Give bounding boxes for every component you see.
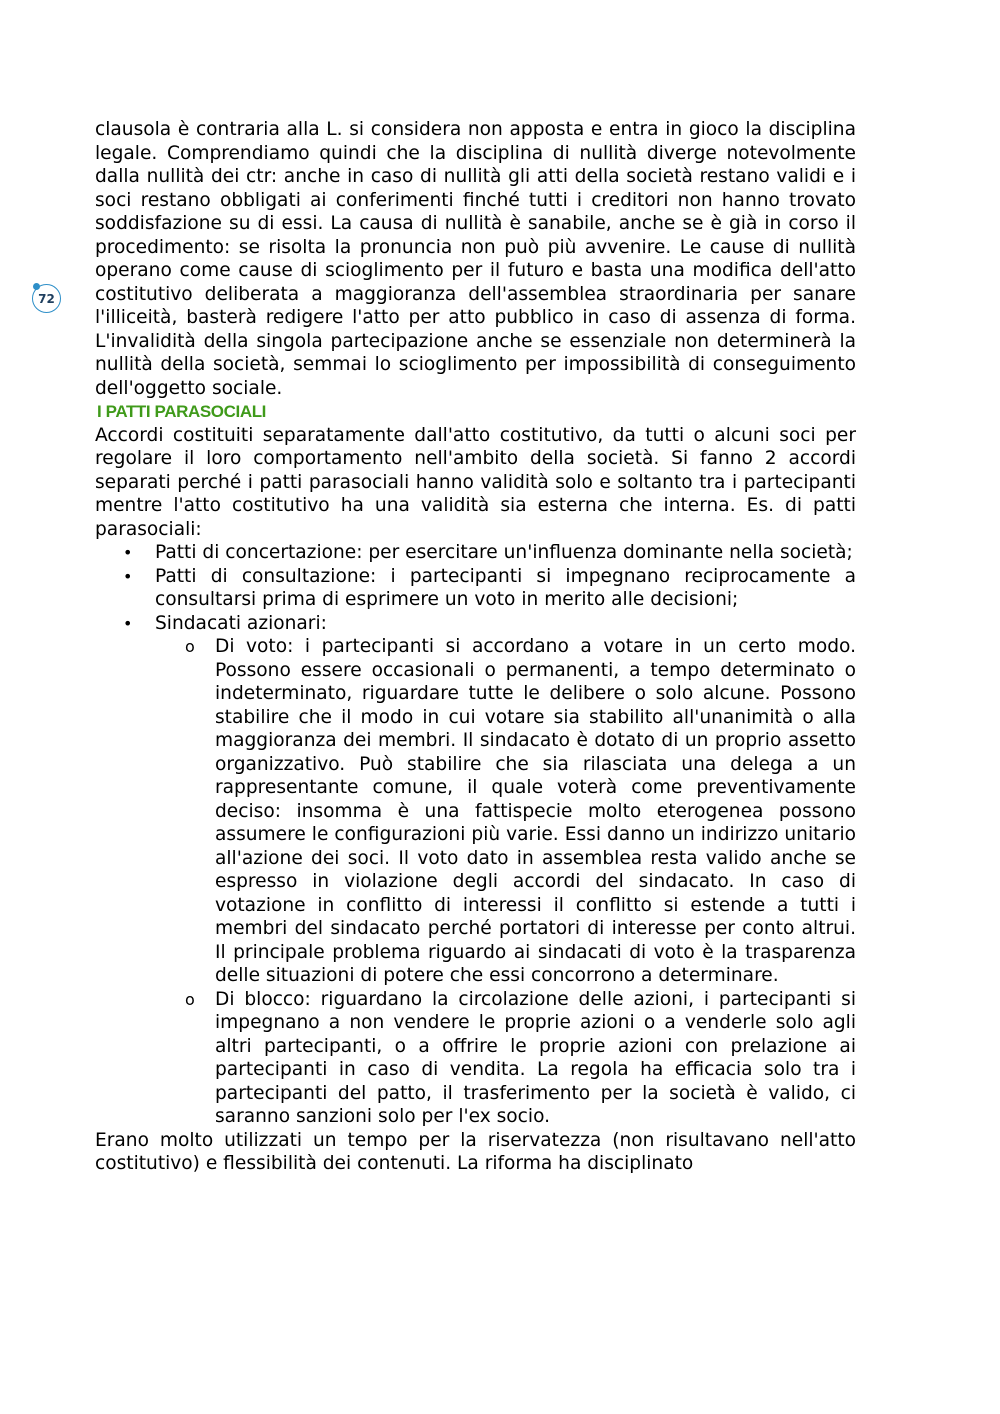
sub-list-item [185,988,856,1129]
intro-paragraph: clausola è contraria alla L. si considera non apposta e entra in gioco la disciplina legale. Comprendiamo quindi che la disciplina di nullità diverge notevolmente dalla nullità dei ctr: anche in caso di nullità gli atti della società restano validi e i soci restano obbligati ai conferimenti finché tutti i creditori non hanno trovato soddisfazione su di essi. La causa di nullità è sanabile, anche se è già in corso il procedimento: se risolta la pronuncia non può più avvenire. Le cause di nullità operano come cause di scioglimento per il futuro e basta una modifica dell'atto costitutivo deliberata a maggioranza dell'assemblea straordinaria per sanare l'illiceità, basterà redigere l'atto per atto pubblico in caso di assenza di forma. L'invalidità della singola partecipazione anche se essenziale non determinerà la nullità della società, semmai lo scioglimento per impossibilità di conseguimento dell'oggetto sociale. [95,119,856,399]
bullet-icon: • [123,543,133,562]
circle-bullet-icon: o [185,989,195,1009]
page-number: 72 [38,291,55,306]
list-item [123,565,856,612]
bullet-icon: • [123,566,133,586]
sub-list [155,635,856,1129]
bullet-list [95,541,856,1129]
circle-bullet-icon: o [185,637,195,656]
section-heading: I PATTI PARASOCIALI [97,402,267,421]
sub-list-item-text: Di voto: i partecipanti si accordano a votare in un certo modo. Possono essere occasionali o permanenti, a tempo determinato o indeterminato, riguardare tutte le delibere o solo alcune. Possono stabilire che il modo in cui votare sia stabilito all'unanimità o alla maggioranza dei membri. Il sindacato è dotato di un proprio assetto organizzativo. Può stabilire che sia rilasciata una delega a un rappresentante comune, il quale voterà come preventivamente deciso: insomma è una fattispecie molto eterogenea possono assumere le configurazioni più varie. Essi danno un indirizzo unitario all'azione dei soci. Il voto dato in assemblea resta valido anche se espresso in violazione degli accordi del sindacato. In caso di votazione in conflitto di interessi il conflitto si estende a tutti i membri del sindacato perché portatori di interesse per conto altrui. Il principale problema riguardo ai sindacati di voto è la trasparenza delle situazioni di potere che essi concorrono a determinare. [215,636,856,986]
list-item [123,541,856,565]
page-number-dot-icon [33,283,40,290]
bullet-icon: • [123,613,133,633]
list-item-text: Patti di consultazione: i partecipanti si impegnano reciprocamente a consultarsi prima di esprimere un voto in merito alle decisioni; [155,565,856,610]
sub-list-item-text: Di blocco: riguardano la circolazione delle azioni, i partecipanti si impegnano a non vendere le proprie azioni o a venderle solo agli altri partecipanti, o a offrire le proprie azioni con prelazione ai partecipanti in caso di vendita. La regola ha efficacia solo tra i partecipanti del patto, il trasferimento per la società è valido, ci saranno sanzioni solo per l'ex socio. [215,988,856,1127]
closing-paragraph: Erano molto utilizzati un tempo per la riservatezza (non risultavano nell'atto costitutivo) e flessibilità dei contenuti. La riforma ha disciplinato [95,1129,856,1174]
page-content [95,118,856,1176]
section-paragraph: Accordi costituiti separatamente dall'atto costitutivo, da tutti o alcuni soci per regolare il loro comportamento nell'ambito della società. Si fanno 2 accordi separati perché i patti parasociali hanno validità solo e soltanto tra i partecipanti mentre l'atto costitutivo ha una validità sia esterna che interna. Es. di patti parasociali: [95,424,856,540]
list-item [123,612,856,1129]
list-item-text: Patti di concertazione: per esercitare un'influenza dominante nella società; [155,542,853,563]
list-item-text: Sindacati azionari: [155,612,327,634]
sub-list-item [185,635,856,988]
